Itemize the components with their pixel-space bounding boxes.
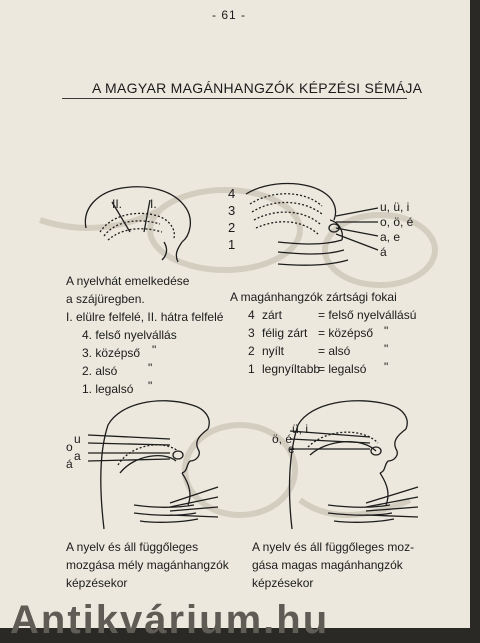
front-vowels-head-profile xyxy=(262,395,422,535)
vowel-group-1: á xyxy=(380,245,387,259)
aperture-number-4: 4 xyxy=(228,186,236,201)
vowel-group-4: u, ü, i xyxy=(380,200,410,214)
back-vowels-head-profile xyxy=(70,395,220,535)
fig1-level-1: 1. legalsó xyxy=(82,382,134,396)
vowel-oe-e: ö, é xyxy=(272,432,293,446)
page-number: - 61 - xyxy=(212,8,247,22)
fig1-level-4: 4. felső nyelvállás xyxy=(82,328,177,342)
ditto-mark: " xyxy=(384,360,389,374)
fig3-caption-line2: mozgása mély magánhangzók xyxy=(66,558,229,572)
aperture-number-1: 1 xyxy=(228,237,236,252)
fig1-level-3: 3. középső xyxy=(82,346,141,360)
row4-num: 4 xyxy=(248,308,255,322)
vowel-group-3: o, ö, é xyxy=(380,215,414,229)
vowel-o: o xyxy=(66,440,73,454)
label-i: I. xyxy=(150,197,157,211)
aperture-number-2: 2 xyxy=(228,220,236,235)
row1-num: 1 xyxy=(248,362,255,376)
fig3-caption-line1: A nyelv és áll függőleges xyxy=(66,540,199,554)
ditto-mark: " xyxy=(384,342,389,356)
row3-left: félig zárt xyxy=(262,326,308,340)
fig2-caption: A magánhangzók zártsági fokai xyxy=(230,290,397,304)
fig1-level-2: 2. alsó xyxy=(82,364,118,378)
fig4-caption-line3: képzésekor xyxy=(252,576,314,590)
title-underline xyxy=(62,98,407,99)
row4-right: = felső nyelvállású xyxy=(318,308,417,322)
row1-left: legnyíltabb xyxy=(262,362,321,376)
watermark-text: Antikvárium.hu xyxy=(10,598,330,642)
row4-left: zárt xyxy=(262,308,283,322)
label-ii: II. xyxy=(112,197,123,211)
ditto-mark: " xyxy=(152,343,157,357)
vowel-e: e xyxy=(288,442,295,456)
row3-right: = középső xyxy=(318,326,374,340)
row1-right: = legalsó xyxy=(318,362,367,376)
vowel-group-2: a, e xyxy=(380,230,401,244)
aperture-number-3: 3 xyxy=(228,203,236,218)
fig1-directions: I. elülre felfelé, II. hátra felfelé xyxy=(66,310,224,324)
vowel-a: a xyxy=(74,449,81,463)
fig3-caption-line3: képzésekor xyxy=(66,576,128,590)
fig4-caption-line2: gása magas magánhangzók xyxy=(252,558,403,572)
vowel-u: u xyxy=(74,432,81,446)
page-title: A MAGYAR MAGÁNHANGZÓK KÉPZÉSI SÉMÁJA xyxy=(92,80,423,96)
vowel-uu-i: ü, i xyxy=(292,422,309,436)
row2-num: 2 xyxy=(248,344,255,358)
ditto-mark: " xyxy=(384,324,389,338)
fig1-caption-line2: a szájüregben. xyxy=(66,292,145,306)
row3-num: 3 xyxy=(248,326,255,340)
mouth-openness-diagram xyxy=(238,180,388,280)
row2-right: = alsó xyxy=(318,344,351,358)
ditto-mark: " xyxy=(148,361,153,375)
row2-left: nyílt xyxy=(262,344,285,358)
fig1-caption-line1: A nyelvhát emelkedése xyxy=(66,274,190,288)
vowel-aa: á xyxy=(66,457,73,471)
ditto-mark: " xyxy=(148,379,153,393)
fig4-caption-line1: A nyelv és áll függőleges moz- xyxy=(252,540,415,554)
tongue-elevation-diagram xyxy=(78,178,208,270)
